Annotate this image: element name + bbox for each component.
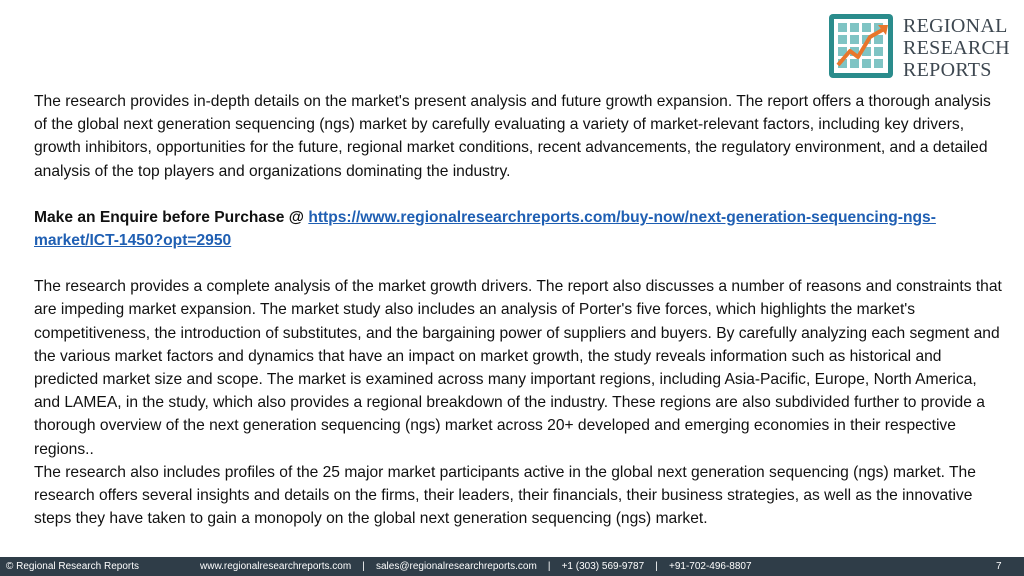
logo-line-1: REGIONAL [903, 15, 1008, 37]
logo-line-3: REPORTS [903, 59, 992, 81]
chart-logo-icon [828, 13, 894, 79]
page-number: 7 [996, 561, 1002, 572]
logo [828, 13, 1008, 81]
logo-wordmark [903, 15, 1010, 81]
enquire-link[interactable]: https://www.regionalresearchreports.com/buy-now/next-generation-sequencing-ngs-market/ICT-1450?opt=2950 [34, 208, 936, 250]
intro-paragraph: The research provides in-depth details on the market's present analysis and future growth expansion. The report offers a thorough analysis of the global next generation sequencing (ngs) market by carefully evaluating a variety of market-relevant factors, including key drivers, growth inhibitors, opportunities for the future, regional market conditions, recent advancements, the regulatory environment, and a detailed analysis of the top players and organizations dominating the industry. [34, 93, 991, 180]
logo-line-2: RESEARCH [903, 37, 1010, 59]
footer-copyright: © Regional Research Reports [6, 561, 139, 572]
slide-body [34, 90, 1004, 530]
enquire-line [34, 206, 1004, 252]
drivers-paragraph: The research provides a complete analysis of the market growth drivers. The report also discusses a number of reasons and constraints that are impeding market expansion. The market study also includes an analysis of Porter's five forces, which highlights the market's competitiveness, the introduction of substitutes, and the bargaining power of suppliers and buyers. By carefully analyzing each segment and the various market factors and dynamics that have an impact on market growth, the study reveals information such as historical and predicted market size and scope. The market is examined across many important regions, including Asia-Pacific, Europe, North America, and LAMEA, in the study, which also provides a regional breakdown of the industry. These regions are also subdivided further to provide a thorough overview of the next generation sequencing (ngs) market across 20+ developed and emerging economies in their respective regions.. [34, 278, 1002, 458]
footer-bar [0, 557, 1024, 576]
footer-contact: www.regionalresearchreports.com | sales@regionalresearchreports.com | +1 (303) 569-9787 | +91-702-496-8807 [200, 561, 752, 572]
profiles-paragraph: The research also includes profiles of the 25 major market participants active in the global next generation sequencing (ngs) market. The research offers several insights and details on the firms, their leaders, their financials, their business strategies, as well as the innovative steps they have taken to gain a monopoly on the global next generation sequencing (ngs) market. [34, 463, 976, 528]
enquire-label: Make an Enquire before Purchase @ [34, 208, 309, 226]
